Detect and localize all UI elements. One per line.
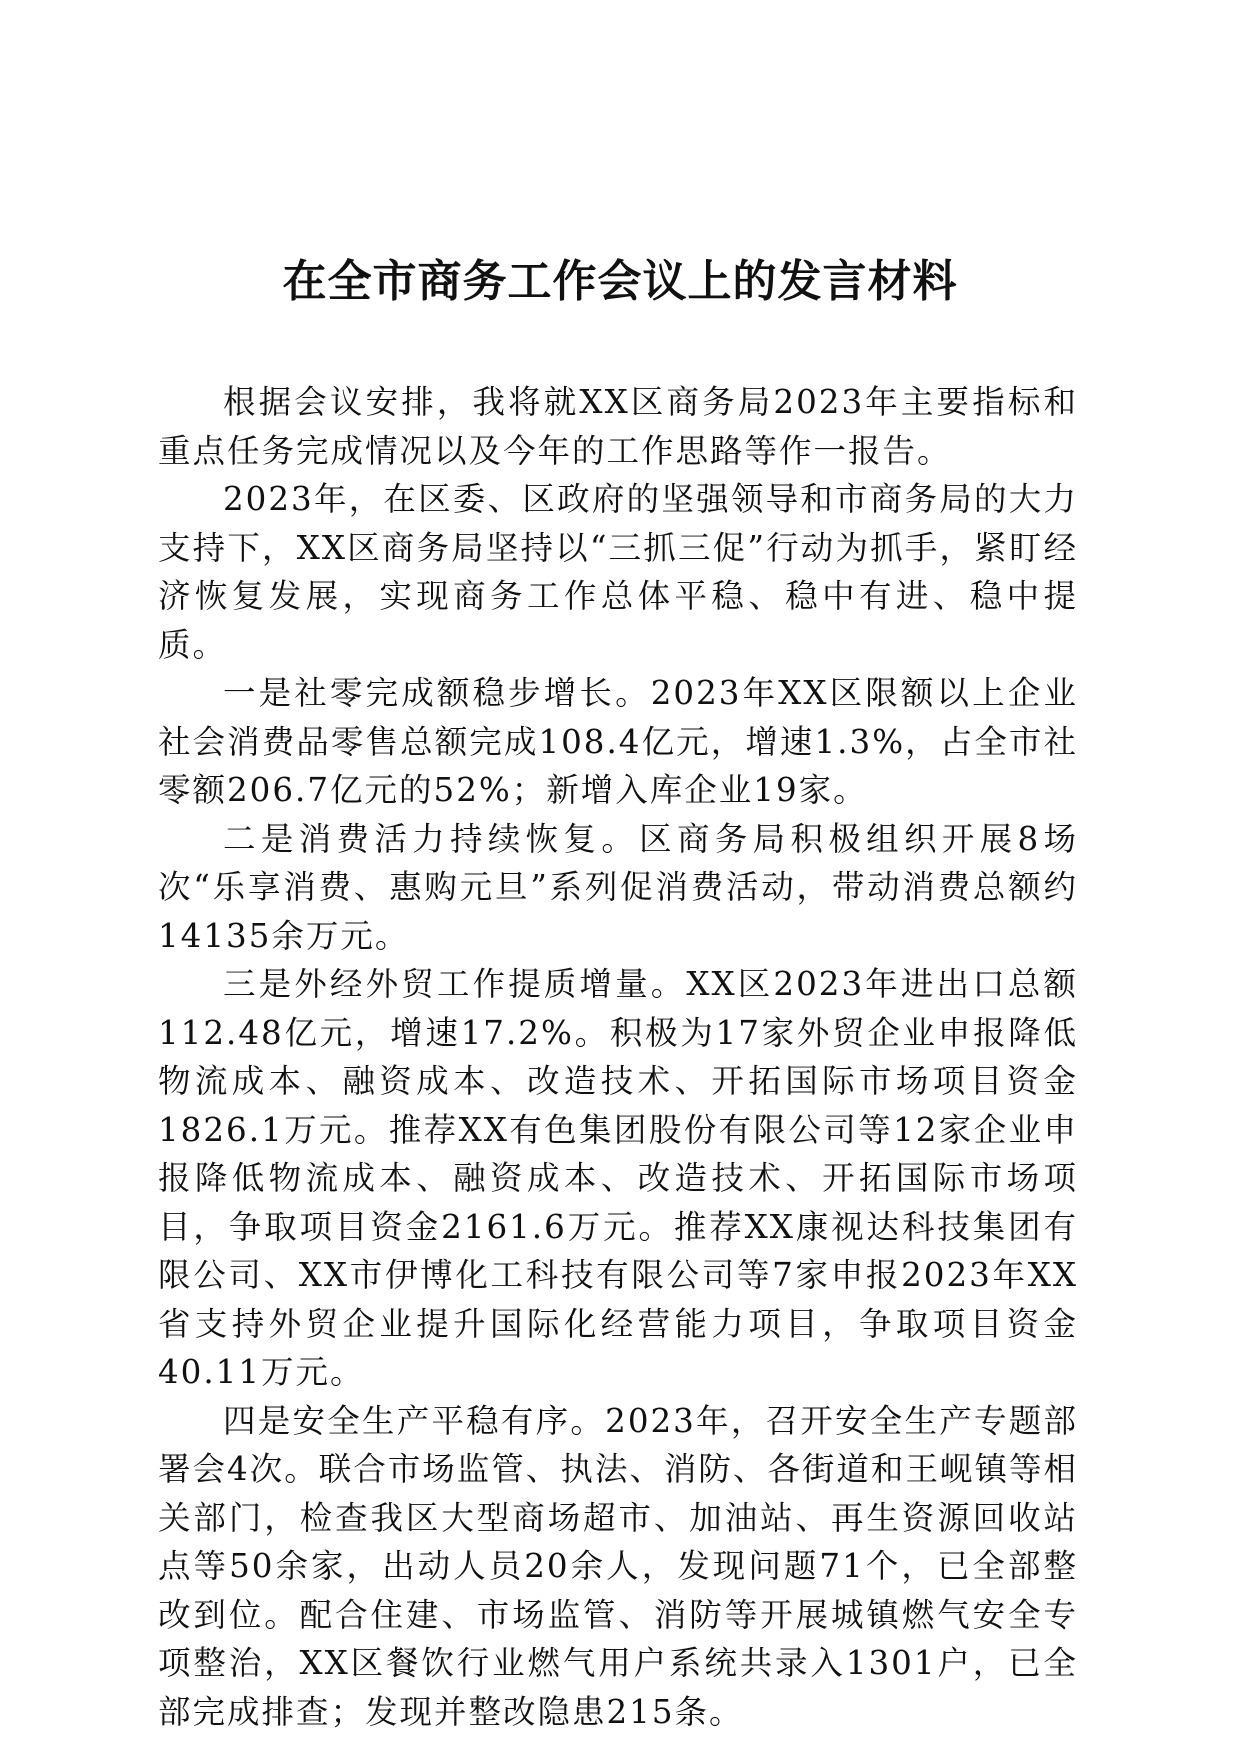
paragraph-safety: 四是安全生产平稳有序。2023年，召开安全生产专题部署会4次。联合市场监管、执法、消防、各街道和王岘镇等相关部门，检查我区大型商场超市、加油站、再生资源回收站点等50余家，出动人员20余人，发现问题71个，已全部整改到位。配合住建、市场监管、消防等开展城镇燃气安全专项整治，XX区餐饮行业燃气用户系统共录入1301户，已全部完成排查；发现并整改隐患215条。 — [158, 1401, 1078, 1731]
paragraph-intro: 根据会议安排，我将就XX区商务局2023年主要指标和重点任务完成情况以及今年的工作思路等作一报告。 — [158, 383, 1078, 470]
document-title: 在全市商务工作会议上的发言材料 — [282, 256, 958, 307]
paragraph-foreign-trade: 三是外经外贸工作提质增量。XX区2023年进出口总额112.48亿元，增速17.2%。积极为17家外贸企业申报降低物流成本、融资成本、改造技术、开拓国际市场项目资金1826.1万元。推荐XX有色集团股份有限公司等12家企业申报降低物流成本、融资成本、改造技术、开拓国际市场项目，争取项目资金2161.6万元。推荐XX康视达科技集团有限公司、XX市伊博化工科技有限公司等7家申报2023年XX省支持外贸企业提升国际化经营能力项目，争取项目资金40.11万元。 — [158, 965, 1078, 1391]
paragraph-retail-sales: 一是社零完成额稳步增长。2023年XX区限额以上企业社会消费品零售总额完成108.4亿元，增速1.3%，占全市社零额206.7亿元的52%；新增入库企业19家。 — [158, 674, 1078, 809]
paragraph-overview: 2023年，在区委、区政府的坚强领导和市商务局的大力支持下，XX区商务局坚持以“三抓三促”行动为抓手，紧盯经济恢复发展，实现商务工作总体平稳、稳中有进、稳中提质。 — [158, 480, 1078, 664]
paragraph-consumption: 二是消费活力持续恢复。区商务局积极组织开展8场次“乐享消费、惠购元旦”系列促消费活动，带动消费总额约14135余万元。 — [158, 819, 1078, 955]
document-body — [158, 378, 1078, 1736]
